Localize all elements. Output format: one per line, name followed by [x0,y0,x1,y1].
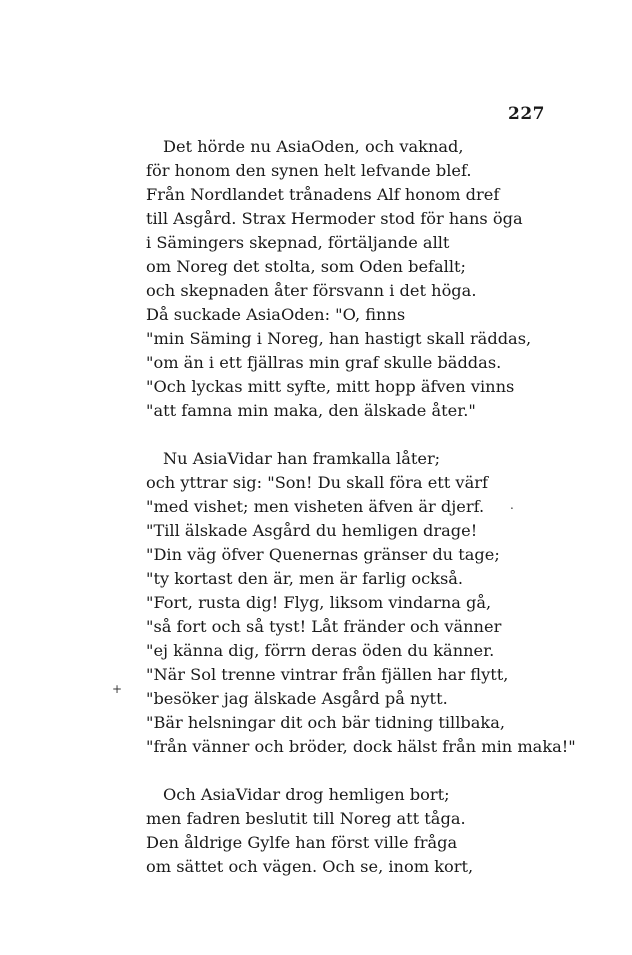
verse-line: "Din väg öfver Quenernas gränser du tage; [146,545,500,564]
verse-line: "ej känna dig, förrn deras öden du känner. [146,641,495,660]
verse-line: "ty kortast den är, men är farlig också. [146,569,464,588]
verse-line: "Bär helsningar dit och bär tidning tillbaka, [146,713,505,732]
verse-line: om Noreg det stolta, som Oden befallt; [146,257,466,276]
verse-line: "med vishet; men visheten äfven är djerf. [146,497,485,516]
verse-line: Det hörde nu AsiaOden, och vaknad, [163,137,464,156]
verse-line: "Till älskade Asgård du hemligen drage! [146,521,478,540]
verse-line: Och AsiaVidar drog hemligen bort; [163,785,450,804]
verse-line: och yttrar sig: "Son! Du skall föra ett värf [146,473,488,492]
verse-line: Nu AsiaVidar han framkalla låter; [163,449,441,468]
verse-line: men fadren beslutit till Noreg att tåga. [146,809,466,828]
verse-line: "om än i ett fjällras min graf skulle bäddas. [146,353,502,372]
verse-line: "att famna min maka, den älskade åter." [146,401,476,420]
verse-line: Från Nordlandet trånadens Alf honom dref [146,185,500,204]
verse-line: "När Sol trenne vintrar från fjällen har flytt, [146,665,509,684]
verse-line: för honom den synen helt lefvande blef. [146,161,472,180]
verse-line: "så fort och så tyst! Låt fränder och vänner [146,617,502,636]
verse-line: Den åldrige Gylfe han först ville fråga [146,833,458,852]
verse-line: "Fort, rusta dig! Flyg, liksom vindarna gå, [146,593,492,612]
verse-line: och skepnaden åter försvann i det höga. [146,281,477,300]
verse-line: till Asgård. Strax Hermoder stod för hans öga [146,209,523,228]
page-number: 227 [508,104,545,124]
margin-plus-mark: + [112,682,123,696]
verse-line: i Sämingers skepnad, förtäljande allt [146,233,450,252]
verse-line: "Och lyckas mitt syfte, mitt hopp äfven vinns [146,377,515,396]
verse-line: om sättet och vägen. Och se, inom kort, [146,857,474,876]
verse-line: Då suckade AsiaOden: "O, finns [146,305,406,324]
verse-line: "från vänner och bröder, dock hälst från min maka!" [146,737,576,756]
verse-line: "min Säming i Noreg, han hastigt skall räddas, [146,329,532,348]
margin-dot-mark: . [510,498,514,512]
verse-line: "besöker jag älskade Asgård på nytt. [146,689,448,708]
